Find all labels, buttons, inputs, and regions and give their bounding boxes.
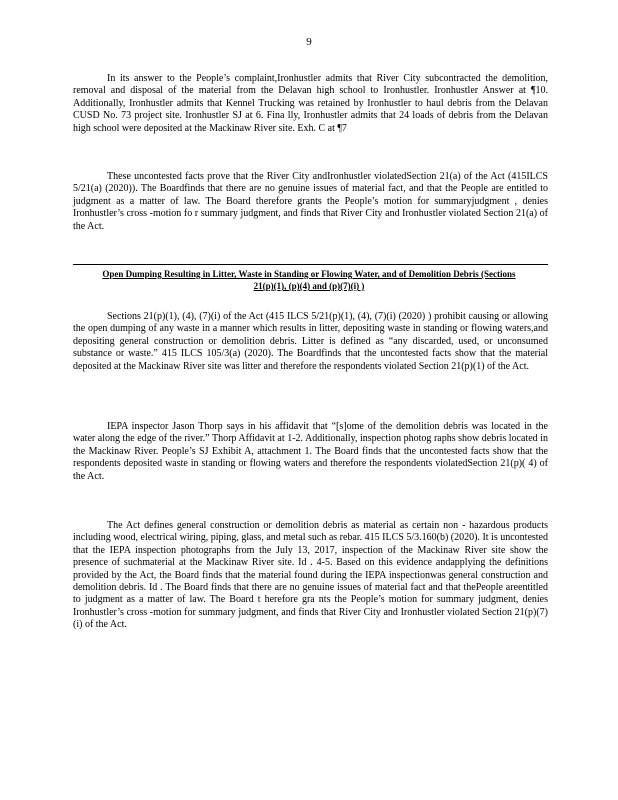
paragraph-ironhustler-answer: In its answer to the People’s complaint,Ironhustler admits that River City subcontracted the demolition, removal and disposal of the material from the Delavan high school to Ironhustler. Ironhustler Answer at ¶10. Additionally, Ironhustler admits that Kennel Trucking was retained by Ironhustler to haul debris from the Delavan CUSD No. 73 project site. Ironhustler SJ at 6. Fina lly, Ironhustler admits that 24 loads of debris from the Delavan high school were deposited at the Mackinaw River site. Exh. C at ¶7: [73, 73, 548, 134]
paragraph-section-21p7i-debris: The Act defines general construction or demolition debris as material as certain non - hazardous products including wood, electrical wiring, piping, glass, and metal such as rebar. 415 ILCS 5/3.160(b) (2020). It is uncontested that the IEPA inspection photographs from the July 13, 2017, inspection of the Mackinaw River site show the presence of suchmaterial at the Mackinaw River site. Id . 4-5. Based on this evidence andapplying the definitions provided by the Act, the Board finds that the material found during the IEPA inspectionwas general construction and demolition debris. Id . The Board finds that there are no genuine issues of material fact and that thePeople areentitled to judgment as a matter of law. The Board t herefore gra nts the People’s motion for summary judgment, denies Ironhustler’s cross -motion for summary judgment, and finds that River City and Ironhustler violated Section 21(p)(7)(i) of the Act.: [73, 520, 548, 631]
paragraph-section-21a-finding: These uncontested facts prove that the River City andIronhustler violatedSection 21(a) of the Act (415ILCS 5/21(a) (2020)). The Boardfinds that there are no genuine issues of material fact, and that the People are entitled to judgment as a matter of law. The Board therefore grants the People’s motion for summaryjudgment , denies Ironhustler’s cross -motion fo r summary judgment, and finds that River City and Ironhustler violated Section 21(a) of the Act.: [73, 171, 548, 232]
paragraph-section-21p4-water: IEPA inspector Jason Thorp says in his affidavit that “[s]ome of the demolition debris was located in the water along the edge of the river.” Thorp Affidavit at 1-2. Additionally, inspection photog raphs show debris located in the Mackinaw River. People’s SJ Exhibit A, attachment 1. The Board finds that the uncontested facts show that the respondents deposited waste in standing or flowing waters and therefore the respondents violatedSection 21(p)( 4) of the Act.: [73, 421, 548, 482]
section-divider: [73, 264, 548, 265]
page-number: 9: [306, 36, 312, 48]
section-heading: Open Dumping Resulting in Litter, Waste in Standing or Flowing Water, and of Demolition Debris (Sections 21(p)(1), (p)(4) and (p)(7)(i) ): [102, 269, 516, 291]
paragraph-section-21p1-litter: Sections 21(p)(1), (4), (7)(i) of the Act (415 ILCS 5/21(p)(1), (4), (7)(i) (2020) ) prohibit causing or allowing the open dumping of any waste in a manner which results in litter, depositing waste in standing or flowing waters,and depositing general construction or demolition debris. Litter is defined as “any discarded, used, or unconsumed substance or waste.” 415 ILCS 105/3(a) (2020). The Boardfinds that the uncontested facts show that the material deposited at the Mackinaw River site was litter and therefore the respondents violated Section 21(p)(1) of the Act.: [73, 311, 548, 372]
